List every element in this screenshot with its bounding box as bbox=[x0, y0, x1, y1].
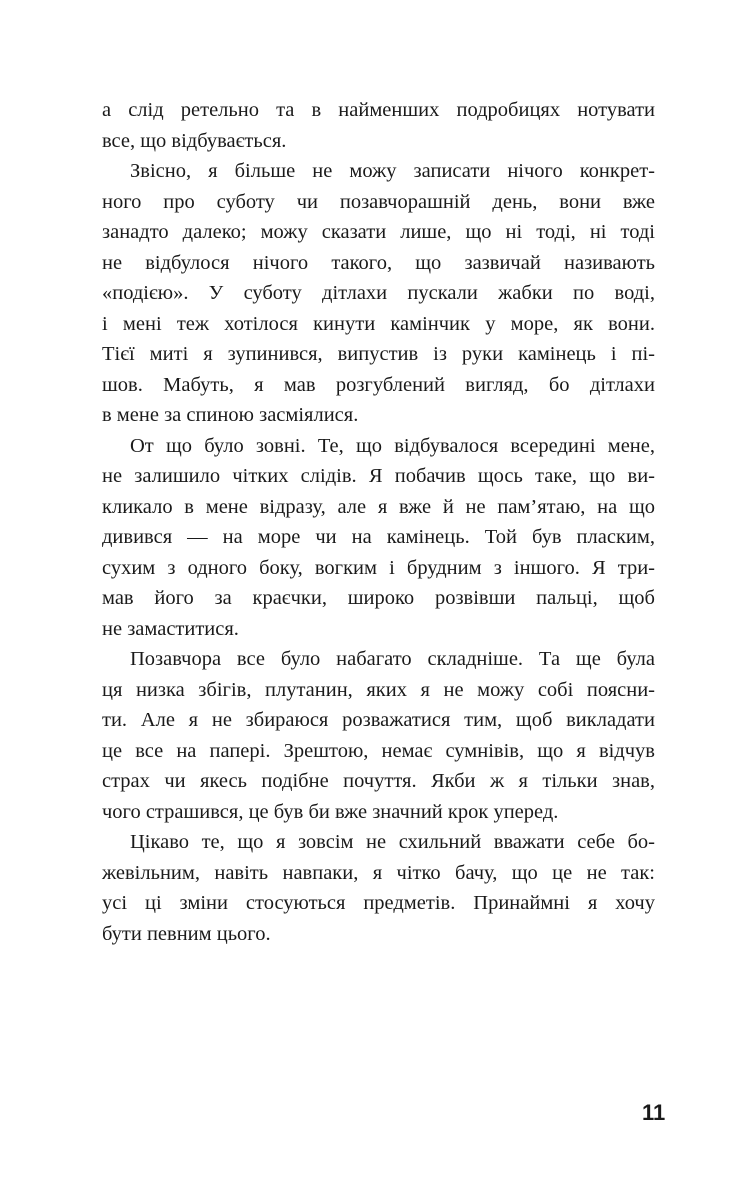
text-line: Тієї миті я зупинився, випустив із руки камінець і пі- bbox=[102, 343, 655, 365]
text-line: занадто далеко; можу сказати лише, що ні тоді, ні тоді bbox=[102, 221, 655, 243]
text-line: ця низка збігів, плутанин, яких я не можу собі поясни- bbox=[102, 678, 655, 701]
page-number: 11 bbox=[642, 1100, 666, 1125]
text-line: не відбулося нічого такого, що зазвичай називають bbox=[102, 251, 655, 274]
text-line: а слід ретельно та в найменших подробицях нотувати bbox=[102, 99, 655, 121]
paragraph-1 bbox=[102, 95, 655, 156]
text-line: страх чи якесь подібне почуття. Якби ж я тільки знав, bbox=[102, 770, 655, 792]
paragraph-5 bbox=[102, 827, 655, 949]
text-line: все, що відбувається. bbox=[102, 129, 287, 152]
text-line: мав його за краєчки, широко розвівши пальці, щоб bbox=[102, 587, 655, 609]
text-line: Цікаво те, що я зовсім не схильний вважати себе бо- bbox=[130, 831, 655, 853]
text-line: не залишило чітких слідів. Я побачив щось таке, що ви- bbox=[102, 465, 655, 487]
text-line: усі ці зміни стосуються предметів. Принаймні я хочу bbox=[102, 892, 655, 914]
text-line: бути певним цього. bbox=[102, 922, 271, 945]
text-line: не замаститися. bbox=[102, 617, 239, 640]
text-line: сухим з одного боку, вогким і брудним з іншого. Я три- bbox=[102, 556, 655, 579]
text-line: ного про суботу чи позавчорашній день, вони вже bbox=[102, 190, 655, 213]
paragraph-4 bbox=[102, 644, 655, 827]
text-line: дивився — на море чи на камінець. Той був пласким, bbox=[102, 526, 655, 548]
body-text bbox=[102, 95, 655, 949]
text-line: в мене за спиною засміялися. bbox=[102, 404, 359, 426]
text-line: кликало в мене відразу, але я вже й не пам’ятаю, на що bbox=[102, 495, 655, 518]
text-line: жевільним, навіть навпаки, я чітко бачу, що це не так: bbox=[102, 861, 655, 884]
text-line: От що було зовні. Те, що відбувалося всередині мене, bbox=[130, 434, 655, 457]
text-line: «подією». У суботу дітлахи пускали жабки по воді, bbox=[102, 282, 655, 304]
text-line: і мені теж хотілося кинути камінчик у море, як вони. bbox=[102, 312, 655, 335]
text-line: Позавчора все було набагато складніше. Та ще була bbox=[130, 648, 655, 670]
text-line: це все на папері. Зрештою, немає сумнівів, що я відчув bbox=[102, 739, 655, 762]
text-line: шов. Мабуть, я мав розгублений вигляд, бо дітлахи bbox=[102, 373, 655, 396]
paragraph-3 bbox=[102, 431, 655, 645]
text-line: Звісно, я більше не можу записати нічого конкрет- bbox=[130, 160, 655, 182]
text-line: чого страшився, це був би вже значний крок уперед. bbox=[102, 800, 559, 823]
paragraph-2 bbox=[102, 156, 655, 431]
text-line: ти. Але я не збираюся розважатися тим, щоб викладати bbox=[102, 709, 655, 731]
